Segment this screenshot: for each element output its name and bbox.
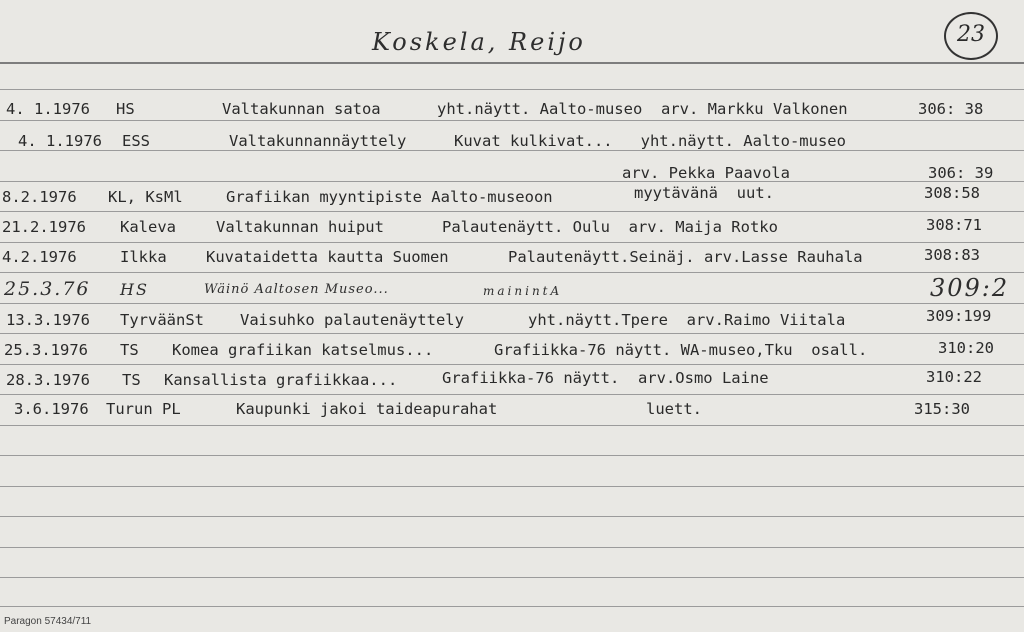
entry-date: 4.2.1976 bbox=[2, 248, 77, 266]
entry-title: Valtakunnan satoa bbox=[222, 100, 381, 118]
entry-title: Grafiikan myyntipiste Aalto-museoon bbox=[226, 188, 553, 206]
entry-note: Grafiikka-76 näytt. WA-museo,Tku osall. bbox=[494, 341, 868, 359]
row-rule bbox=[0, 516, 1024, 517]
entry-note: yht.näytt.Tpere arv.Raimo Viitala bbox=[528, 311, 846, 329]
entry-paper: TS bbox=[120, 341, 139, 359]
entry-ref: 310:22 bbox=[926, 368, 982, 386]
row-rule bbox=[0, 425, 1024, 426]
entry-ref: 308:71 bbox=[926, 216, 982, 234]
entry-ref: 309:2 bbox=[930, 274, 1010, 302]
entry-ref: 309:199 bbox=[926, 307, 992, 325]
entry-paper: ESS bbox=[122, 132, 150, 150]
row-rule bbox=[0, 333, 1024, 334]
entry-date: 8.2.1976 bbox=[2, 188, 77, 206]
entry-ref: 315:30 bbox=[914, 400, 970, 418]
entry-date: 25.3.1976 bbox=[4, 341, 88, 359]
entry-ref: 306: 38 bbox=[918, 100, 984, 118]
entry-note: myytävänä uut. bbox=[634, 184, 774, 202]
row-rule bbox=[0, 242, 1024, 243]
entry-paper: Ilkka bbox=[120, 248, 167, 266]
entry-date: 25.3.76 bbox=[4, 278, 91, 300]
entry-note: Palautenäytt.Seinäj. arv.Lasse Rauhala bbox=[508, 248, 863, 266]
entry-date: 28.3.1976 bbox=[6, 371, 90, 389]
row-rule bbox=[0, 211, 1024, 212]
person-name: Koskela, Reijo bbox=[372, 28, 586, 56]
entry-note: Grafiikka-76 näytt. arv.Osmo Laine bbox=[442, 369, 769, 387]
row-rule bbox=[0, 181, 1024, 182]
entry-title: Kansallista grafiikkaa... bbox=[164, 371, 398, 389]
row-rule bbox=[0, 606, 1024, 607]
entry-title: Kuvataidetta kautta Suomen bbox=[206, 248, 449, 266]
entry-date: 21.2.1976 bbox=[2, 218, 86, 236]
entry-note: luett. bbox=[646, 400, 702, 418]
entry-note: yht.näytt. Aalto-museo arv. Markku Valkonen bbox=[437, 100, 848, 118]
entry-ref: 306: 39 bbox=[928, 164, 994, 182]
entry-paper: KL, KsMl bbox=[108, 188, 183, 206]
row-rule bbox=[0, 303, 1024, 304]
entry-date: 4. 1.1976 bbox=[6, 100, 90, 118]
header-rule bbox=[0, 62, 1024, 64]
entry-title: Vaisuhko palautenäyttely bbox=[240, 311, 464, 329]
entry-note: Palautenäytt. Oulu arv. Maija Rotko bbox=[442, 218, 778, 236]
entry-paper: HS bbox=[116, 100, 135, 118]
row-rule bbox=[0, 272, 1024, 273]
row-rule bbox=[0, 89, 1024, 90]
entry-ref: 310:20 bbox=[938, 339, 994, 357]
entry-title: Wäinö Aaltosen Museo... bbox=[204, 282, 389, 297]
entry-paper: Turun PL bbox=[106, 400, 181, 418]
entry-title: Komea grafiikan katselmus... bbox=[172, 341, 434, 359]
entry-title: Valtakunnan huiput bbox=[216, 218, 384, 236]
entry-note-continued: arv. Pekka Paavola bbox=[622, 164, 790, 182]
entry-paper: TS bbox=[122, 371, 141, 389]
card-print-code: Paragon 57434/711 bbox=[4, 616, 92, 627]
entry-paper: TyrväänSt bbox=[120, 311, 204, 329]
entry-ref: 308:83 bbox=[924, 246, 980, 264]
entry-paper: HS bbox=[120, 280, 149, 299]
entry-ref: 308:58 bbox=[924, 184, 980, 202]
entry-title: Valtakunnannäyttely bbox=[229, 132, 407, 150]
row-rule bbox=[0, 547, 1024, 548]
row-rule bbox=[0, 150, 1024, 151]
entry-date: 13.3.1976 bbox=[6, 311, 90, 329]
row-rule bbox=[0, 455, 1024, 456]
row-rule bbox=[0, 364, 1024, 365]
entry-note: Kuvat kulkivat... yht.näytt. Aalto-museo bbox=[454, 132, 846, 150]
row-rule bbox=[0, 394, 1024, 395]
entry-title: Kaupunki jakoi taideapurahat bbox=[236, 400, 498, 418]
entry-paper: Kaleva bbox=[120, 218, 176, 236]
entry-date: 4. 1.1976 bbox=[18, 132, 102, 150]
row-rule bbox=[0, 486, 1024, 487]
row-rule bbox=[0, 577, 1024, 578]
card-number: 23 bbox=[957, 22, 985, 47]
entry-date: 3.6.1976 bbox=[14, 400, 89, 418]
row-rule bbox=[0, 120, 1024, 121]
entry-note: mainintA bbox=[483, 284, 563, 298]
card-number-badge bbox=[944, 12, 998, 60]
